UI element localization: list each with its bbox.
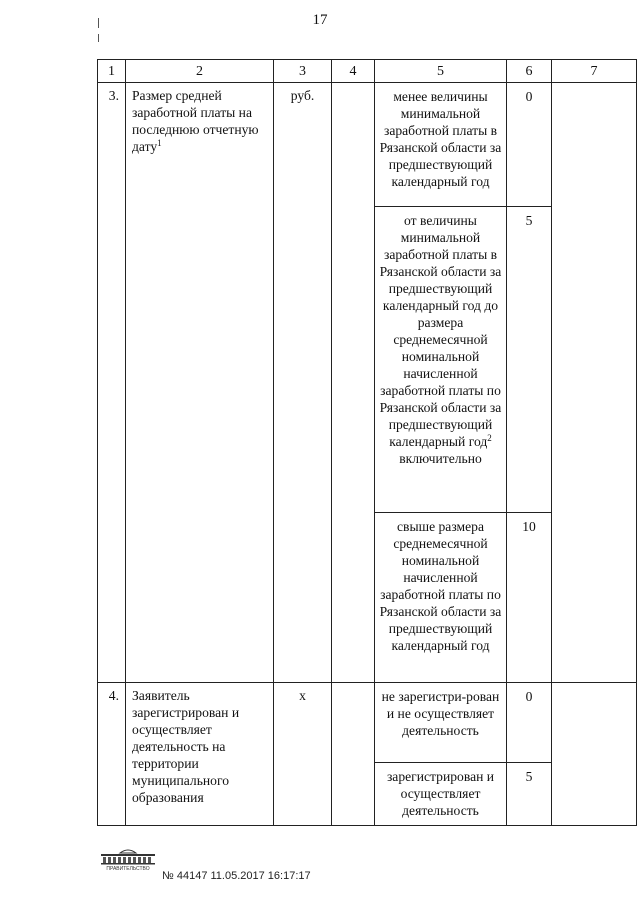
criterion-name [126, 83, 274, 683]
criterion-number: 4. [98, 683, 126, 826]
table-row [98, 683, 637, 763]
criterion-unit: х [274, 683, 332, 826]
margin-mark [98, 18, 99, 28]
score-cell: 5 [507, 763, 552, 826]
score-cell: 10 [507, 513, 552, 683]
column-header: 6 [507, 60, 552, 83]
stamp-text: ПРАВИТЕЛЬСТВО [106, 866, 150, 871]
condition-cell: свыше размера среднемесячной номинальной начисленной заработной платы по Рязанской области за предшествующий календарный год [375, 513, 507, 683]
score-cell: 0 [507, 683, 552, 763]
header-row [98, 60, 637, 83]
criterion-number: 3. [98, 83, 126, 683]
criterion-unit: руб. [274, 83, 332, 683]
table-row [98, 83, 637, 207]
criterion-col7 [552, 683, 637, 826]
column-header: 2 [126, 60, 274, 83]
criterion-col4 [332, 683, 375, 826]
condition-cell: не зарегистри-рован и не осуществляет деятельность [375, 683, 507, 763]
condition-text-after: включительно [399, 451, 482, 466]
criterion-name: Заявитель зарегистрирован и осуществляет деятельность на территории муниципального образования [126, 683, 274, 826]
footnote-mark: 2 [487, 433, 492, 443]
page-number: 17 [312, 12, 328, 28]
column-header: 4 [332, 60, 375, 83]
criterion-name-text: Размер средней заработной платы на последнюю отчетную дату [132, 88, 259, 154]
condition-cell: зарегистрирован и осуществляет деятельность [375, 763, 507, 826]
column-header: 5 [375, 60, 507, 83]
condition-cell [375, 207, 507, 513]
criteria-table [97, 59, 637, 826]
column-header: 1 [98, 60, 126, 83]
criterion-col4 [332, 83, 375, 683]
column-header: 7 [552, 60, 637, 83]
column-header: 3 [274, 60, 332, 83]
score-cell: 0 [507, 83, 552, 207]
registration-number: № 44147 11.05.2017 16:17:17 [162, 870, 311, 882]
condition-text: от величины минимальной заработной платы в Рязанской области за предшествующий календарный год до размера среднемесячной номинальной начисленной заработной платы по Рязанской области за предшествующий календарный год [379, 213, 502, 449]
score-cell: 5 [507, 207, 552, 513]
criterion-col7 [552, 83, 637, 683]
footnote-mark: 1 [157, 138, 162, 148]
margin-mark [98, 34, 99, 42]
government-stamp-logo [98, 845, 158, 871]
condition-cell: менее величины минимальной заработной платы в Рязанской области за предшествующий календарный год [375, 83, 507, 207]
footer [98, 845, 378, 885]
